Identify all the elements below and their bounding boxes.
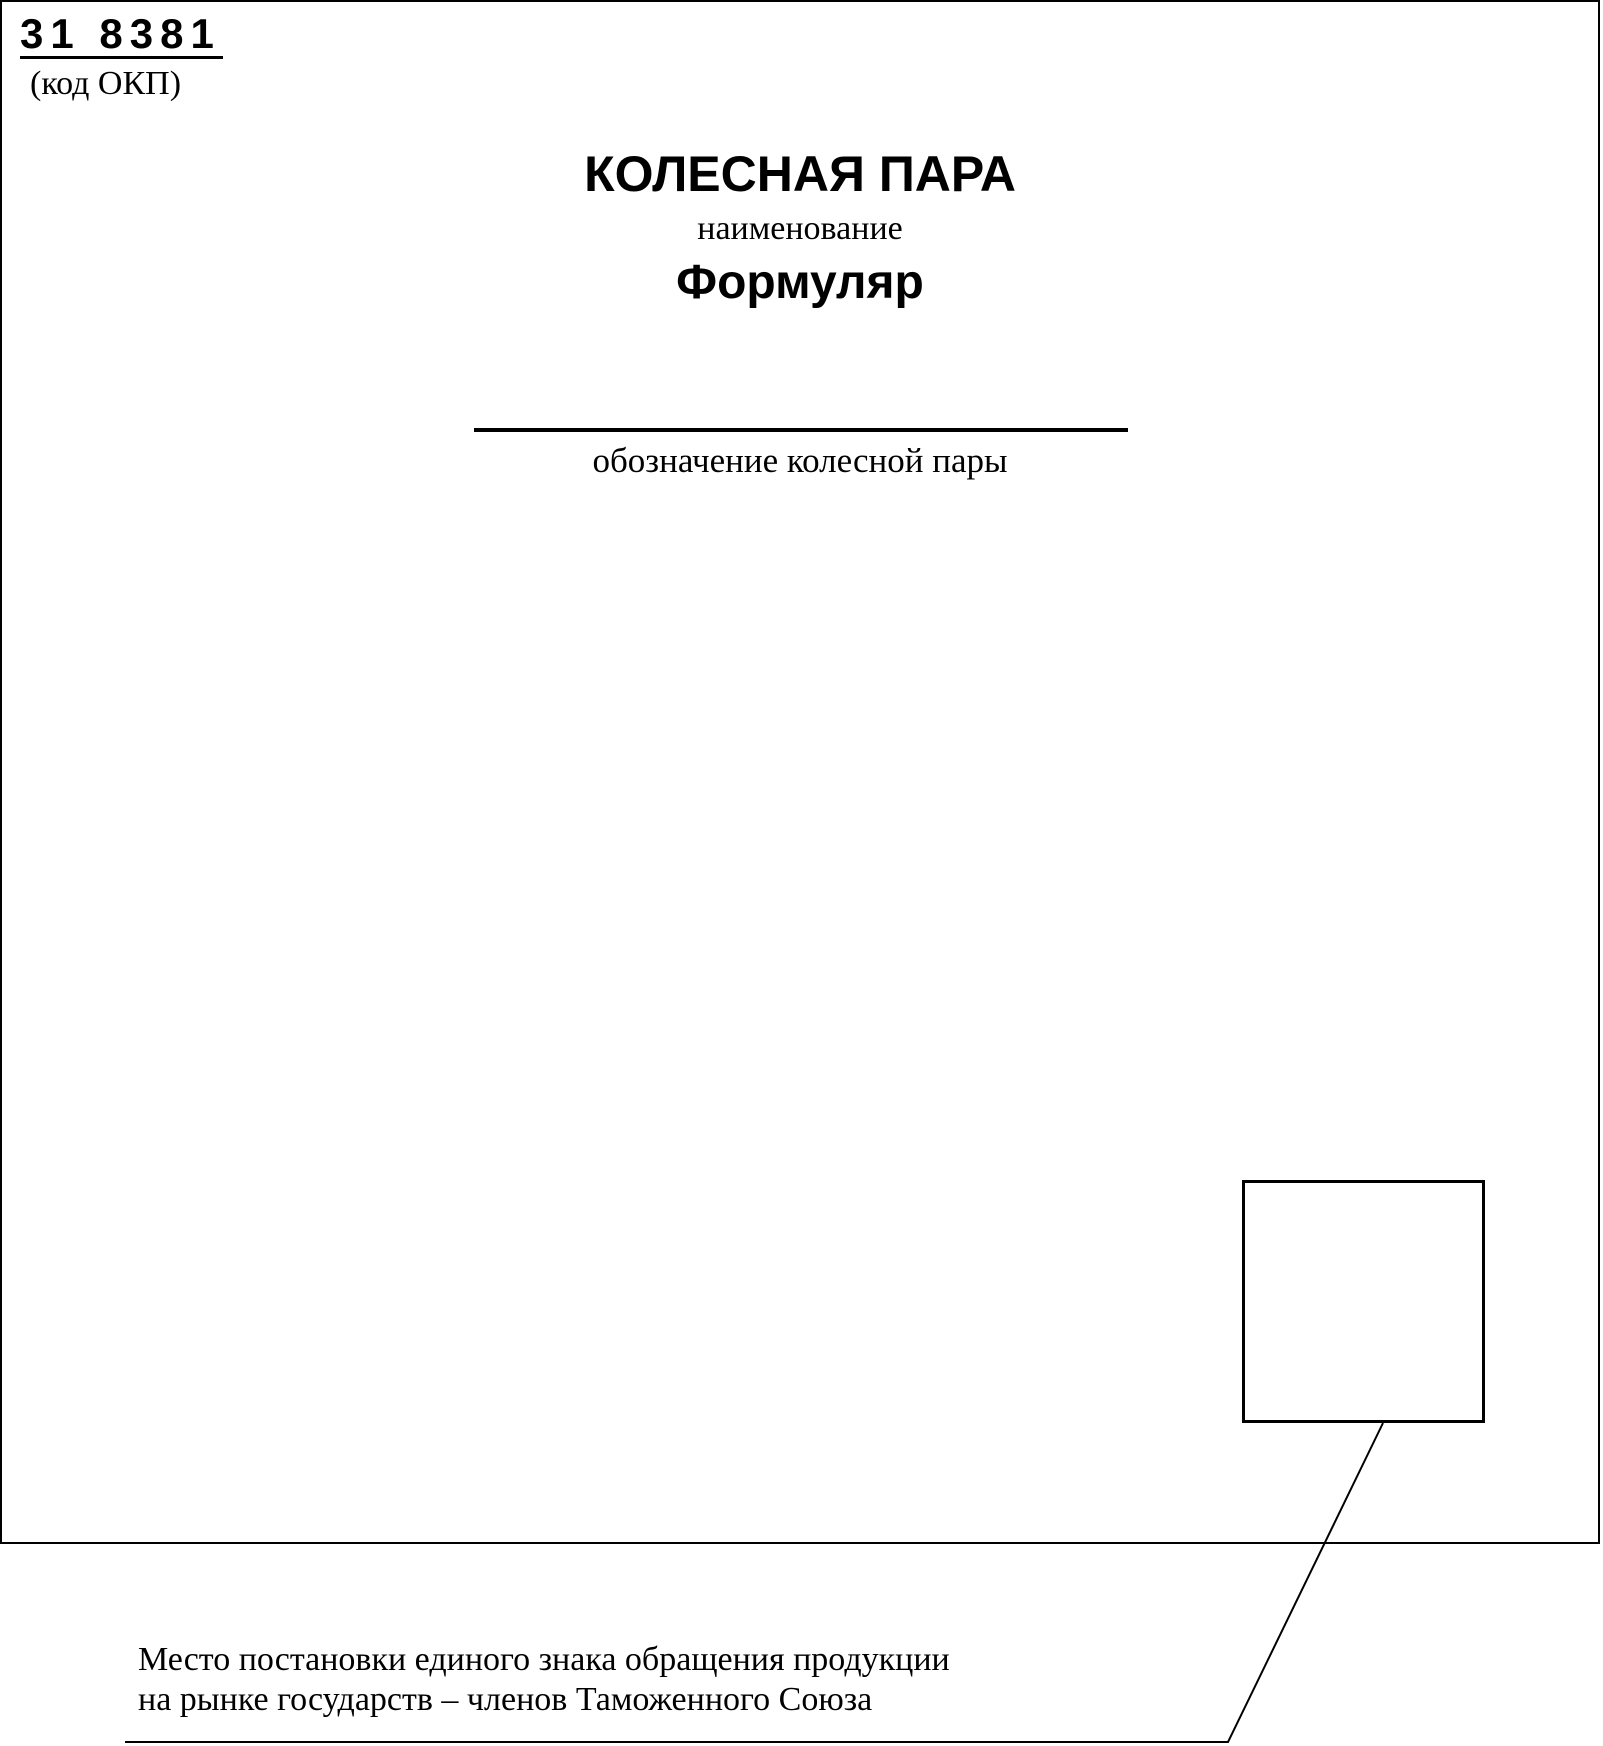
product-name-caption: наименование (697, 210, 903, 247)
okp-caption: (код ОКП) (30, 65, 182, 102)
designation-caption: обозначение колесной пары (592, 441, 1008, 480)
conformity-mark-placeholder (1242, 1180, 1485, 1423)
document-type: Формуляр (676, 256, 924, 309)
mark-placement-note (138, 1640, 950, 1720)
designation-blank-line (474, 428, 1128, 432)
mark-placement-note-line-2: на рынке государств – членов Таможенного Союза (138, 1681, 873, 1718)
mark-placement-note-line-1: Место постановки единого знака обращения продукции (138, 1641, 950, 1678)
okp-code: 31 8381 (20, 10, 221, 57)
product-name: КОЛЕСНАЯ ПАРА (584, 146, 1016, 202)
